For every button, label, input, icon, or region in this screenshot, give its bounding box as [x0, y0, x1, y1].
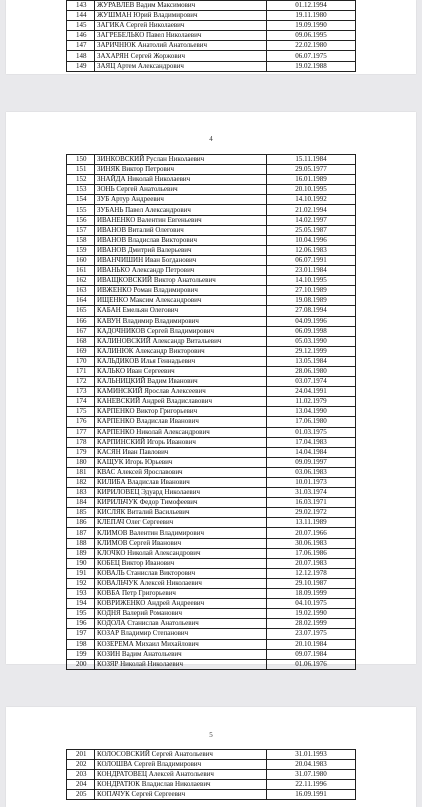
person-name: ЗНАЙДА Николай Николаевич — [95, 175, 267, 185]
table-row — [67, 417, 356, 427]
person-name: ЗАРИЧНЮК Анатолий Анатольевич — [95, 41, 267, 51]
birth-date: 31.07.1980 — [267, 770, 356, 780]
row-number: 188 — [67, 538, 95, 548]
table-row — [67, 296, 356, 306]
row-number: 194 — [67, 599, 95, 609]
person-name: ЖУШМАН Юрий Владимирович — [95, 11, 267, 21]
document-page-3 — [6, 0, 416, 74]
table-row — [67, 649, 356, 659]
table-row — [67, 437, 356, 447]
row-number: 200 — [67, 659, 95, 669]
row-number: 151 — [67, 165, 95, 175]
person-name: КАВУН Владимир Владимирович — [95, 316, 267, 326]
birth-date: 15.11.1984 — [267, 155, 356, 165]
table-row — [67, 255, 356, 265]
row-number: 171 — [67, 366, 95, 376]
birth-date: 01.12.1994 — [267, 1, 356, 11]
birth-date: 29.10.1987 — [267, 578, 356, 588]
row-number: 163 — [67, 286, 95, 296]
table-row — [67, 387, 356, 397]
row-number: 160 — [67, 255, 95, 265]
birth-date: 23.07.1975 — [267, 629, 356, 639]
table-row — [67, 286, 356, 296]
person-name: КОДОЛА Станислав Анатольевич — [95, 619, 267, 629]
row-number: 146 — [67, 31, 95, 41]
row-number: 145 — [67, 21, 95, 31]
row-number: 149 — [67, 61, 95, 71]
birth-date: 20.10.1995 — [267, 185, 356, 195]
birth-date: 04.10.1975 — [267, 599, 356, 609]
table-row — [67, 356, 356, 366]
person-name: ЗУБ Артур Андреевич — [95, 195, 267, 205]
row-number: 181 — [67, 467, 95, 477]
table-row — [67, 215, 356, 225]
person-name: КЛОЧКО Николай Александрович — [95, 548, 267, 558]
person-name: КАМИНСКИЙ Ярослав Алексеевич — [95, 387, 267, 397]
row-number: 150 — [67, 155, 95, 165]
page-number: 5 — [209, 731, 213, 739]
person-name: КАБАН Емельян Олегович — [95, 306, 267, 316]
table-row — [67, 51, 356, 61]
table-row — [67, 41, 356, 51]
table-row — [67, 11, 356, 21]
table-row — [67, 377, 356, 387]
person-name: КВАС Алексей Ярославович — [95, 467, 267, 477]
birth-date: 12.12.1978 — [267, 568, 356, 578]
birth-date: 20.07.1966 — [267, 528, 356, 538]
person-name: КАНЕВСКИЙ Андрей Владиславович — [95, 397, 267, 407]
birth-date: 27.08.1994 — [267, 306, 356, 316]
birth-date: 30.06.1983 — [267, 538, 356, 548]
row-number: 182 — [67, 478, 95, 488]
row-number: 168 — [67, 336, 95, 346]
person-name: ЗАХАРЯН Сергей Жоржович — [95, 51, 267, 61]
person-name: КАЛИНЮК Александр Викторович — [95, 346, 267, 356]
person-name: ЗИНКОВСКИЙ Руслан Николаевич — [95, 155, 267, 165]
person-name: КАРПИНСКИЙ Игорь Иванович — [95, 437, 267, 447]
birth-date: 17.06.1986 — [267, 548, 356, 558]
person-name: КОЗЕРЕМА Михаил Михайлович — [95, 639, 267, 649]
person-name: ИЩЕНКО Максим Александрович — [95, 296, 267, 306]
birth-date: 29.02.1972 — [267, 508, 356, 518]
table-row — [67, 447, 356, 457]
birth-date: 03.06.1983 — [267, 467, 356, 477]
row-number: 205 — [67, 790, 95, 800]
table-row — [67, 558, 356, 568]
row-number: 166 — [67, 316, 95, 326]
row-number: 191 — [67, 568, 95, 578]
row-number: 203 — [67, 770, 95, 780]
roster-table — [66, 154, 356, 670]
birth-date: 05.03.1990 — [267, 336, 356, 346]
birth-date: 17.06.1980 — [267, 417, 356, 427]
birth-date: 01.03.1975 — [267, 427, 356, 437]
table-row — [67, 266, 356, 276]
person-name: КОПАЧУК Сергей Сергеевич — [95, 790, 267, 800]
birth-date: 10.04.1996 — [267, 235, 356, 245]
person-name: ЗИНЯК Виктор Петрович — [95, 165, 267, 175]
person-name: ИВАЩКОВСКИЙ Виктор Анатольевич — [95, 276, 267, 286]
row-number: 204 — [67, 780, 95, 790]
person-name: ЗАЯЦ Артем Александрович — [95, 61, 267, 71]
birth-date: 14.10.1992 — [267, 195, 356, 205]
birth-date: 31.03.1974 — [267, 488, 356, 498]
table-row — [67, 276, 356, 286]
person-name: КАЛЬКО Иван Сергеевич — [95, 366, 267, 376]
row-number: 170 — [67, 356, 95, 366]
person-name: КОЛОСОВСКИЙ Сергей Анатольевич — [95, 750, 267, 760]
person-name: ЖУРАВЛЕВ Вадим Максимович — [95, 1, 267, 11]
row-number: 172 — [67, 377, 95, 387]
birth-date: 24.04.1991 — [267, 387, 356, 397]
birth-date: 12.06.1983 — [267, 245, 356, 255]
person-name: КИРИЛЬЧУК Федор Тимофеевич — [95, 498, 267, 508]
row-number: 155 — [67, 205, 95, 215]
table-row — [67, 195, 356, 205]
birth-date: 13.04.1990 — [267, 407, 356, 417]
table-row — [67, 467, 356, 477]
birth-date: 10.01.1973 — [267, 478, 356, 488]
row-number: 192 — [67, 578, 95, 588]
table-row — [67, 245, 356, 255]
person-name: КОЗИН Вадим Анатольевич — [95, 649, 267, 659]
row-number: 180 — [67, 457, 95, 467]
person-name: ИВАНЧИШИН Иван Богданович — [95, 255, 267, 265]
person-name: КОВАЛЬ Станислав Викторович — [95, 568, 267, 578]
birth-date: 19.09.1990 — [267, 21, 356, 31]
person-name: ИВАНОВ Владислав Викторович — [95, 235, 267, 245]
birth-date: 21.02.1994 — [267, 205, 356, 215]
birth-date: 04.09.1996 — [267, 316, 356, 326]
roster-table — [66, 0, 356, 72]
birth-date: 31.01.1993 — [267, 750, 356, 760]
row-number: 148 — [67, 51, 95, 61]
table-row — [67, 780, 356, 790]
birth-date: 20.04.1983 — [267, 760, 356, 770]
table-row — [67, 629, 356, 639]
person-name: КОНДРАТОВЕЦ Алексей Анатольевич — [95, 770, 267, 780]
table-row — [67, 306, 356, 316]
birth-date: 16.09.1991 — [267, 790, 356, 800]
row-number: 176 — [67, 417, 95, 427]
table-row — [67, 518, 356, 528]
person-name: КИСЛЯК Виталий Васильевич — [95, 508, 267, 518]
row-number: 157 — [67, 225, 95, 235]
row-number: 162 — [67, 276, 95, 286]
birth-date: 14.10.1995 — [267, 276, 356, 286]
person-name: КОНДРАТЮК Владислав Николаевич — [95, 780, 267, 790]
table-row — [67, 619, 356, 629]
person-name: КИРИЛОВЕЦ Эдуард Николаевич — [95, 488, 267, 498]
table-row — [67, 175, 356, 185]
person-name: КОЛОШВА Сергей Владимирович — [95, 760, 267, 770]
table-row — [67, 750, 356, 760]
row-number: 177 — [67, 427, 95, 437]
birth-date: 19.11.1980 — [267, 11, 356, 21]
row-number: 193 — [67, 589, 95, 599]
birth-date: 29.12.1999 — [267, 346, 356, 356]
person-name: КОЗЯР Николай Николаевич — [95, 659, 267, 669]
person-name: ИВАНОВ Дмитрий Валерьевич — [95, 245, 267, 255]
person-name: ИВЖЕНКО Роман Владимирович — [95, 286, 267, 296]
row-number: 154 — [67, 195, 95, 205]
table-row — [67, 316, 356, 326]
birth-date: 14.04.1984 — [267, 447, 356, 457]
birth-date: 09.09.1997 — [267, 457, 356, 467]
row-number: 153 — [67, 185, 95, 195]
document-page-4 — [6, 112, 416, 668]
row-number: 196 — [67, 619, 95, 629]
person-name: ЗУБАНЬ Павел Александрович — [95, 205, 267, 215]
row-number: 169 — [67, 346, 95, 356]
birth-date: 13.11.1989 — [267, 518, 356, 528]
person-name: КОВАЛЬЧУК Алексей Николаевич — [95, 578, 267, 588]
row-number: 184 — [67, 498, 95, 508]
row-number: 174 — [67, 397, 95, 407]
person-name: КАЩУК Игорь Юрьевич — [95, 457, 267, 467]
row-number: 195 — [67, 609, 95, 619]
row-number: 185 — [67, 508, 95, 518]
row-number: 152 — [67, 175, 95, 185]
person-name: КОЗАР Владимир Степанович — [95, 629, 267, 639]
person-name: КАРПЕНКО Виктор Григорьевич — [95, 407, 267, 417]
table-row — [67, 770, 356, 780]
table-row — [67, 326, 356, 336]
row-number: 199 — [67, 649, 95, 659]
row-number: 147 — [67, 41, 95, 51]
person-name: КОДНЯ Валерий Романович — [95, 609, 267, 619]
birth-date: 27.10.1989 — [267, 286, 356, 296]
birth-date: 09.06.1995 — [267, 31, 356, 41]
page-number: 4 — [209, 135, 213, 143]
person-name: КЛЕПАЧ Олег Сергеевич — [95, 518, 267, 528]
birth-date: 14.02.1997 — [267, 215, 356, 225]
row-number: 158 — [67, 235, 95, 245]
row-number: 186 — [67, 518, 95, 528]
table-row — [67, 336, 356, 346]
birth-date: 20.07.1983 — [267, 558, 356, 568]
birth-date: 01.06.1976 — [267, 659, 356, 669]
row-number: 178 — [67, 437, 95, 447]
document-page-5 — [6, 707, 416, 807]
table-row — [67, 639, 356, 649]
birth-date: 19.02.1990 — [267, 609, 356, 619]
table-row — [67, 225, 356, 235]
birth-date: 19.02.1988 — [267, 61, 356, 71]
birth-date: 23.01.1984 — [267, 266, 356, 276]
birth-date: 25.05.1987 — [267, 225, 356, 235]
table-row — [67, 790, 356, 800]
person-name: КОВБА Петр Григорьевич — [95, 589, 267, 599]
table-row — [67, 578, 356, 588]
row-number: 173 — [67, 387, 95, 397]
person-name: КАЛЬДИКОВ Илья Геннадьевич — [95, 356, 267, 366]
roster-table — [66, 749, 356, 800]
table-row — [67, 609, 356, 619]
table-row — [67, 366, 356, 376]
table-row — [67, 235, 356, 245]
row-number: 190 — [67, 558, 95, 568]
person-name: КАДОЧНИКОВ Сергей Владимирович — [95, 326, 267, 336]
row-number: 161 — [67, 266, 95, 276]
table-row — [67, 1, 356, 11]
row-number: 159 — [67, 245, 95, 255]
birth-date: 29.05.1977 — [267, 165, 356, 175]
person-name: КОБЕЦ Виктор Иванович — [95, 558, 267, 568]
table-row — [67, 498, 356, 508]
table-row — [67, 31, 356, 41]
person-name: ИВАНЬКО Александр Петрович — [95, 266, 267, 276]
table-row — [67, 165, 356, 175]
row-number: 201 — [67, 750, 95, 760]
row-number: 156 — [67, 215, 95, 225]
birth-date: 16.01.1989 — [267, 175, 356, 185]
row-number: 183 — [67, 488, 95, 498]
birth-date: 06.09.1998 — [267, 326, 356, 336]
table-row — [67, 478, 356, 488]
row-number: 202 — [67, 760, 95, 770]
birth-date: 19.08.1989 — [267, 296, 356, 306]
table-row — [67, 548, 356, 558]
row-number: 189 — [67, 548, 95, 558]
birth-date: 20.10.1984 — [267, 639, 356, 649]
table-row — [67, 155, 356, 165]
birth-date: 28.02.1999 — [267, 619, 356, 629]
birth-date: 06.07.1991 — [267, 255, 356, 265]
person-name: ЗАГРЕБЕЛЬКО Павел Николаевич — [95, 31, 267, 41]
birth-date: 22.11.1996 — [267, 780, 356, 790]
person-name: КИЛИБА Владислав Иванович — [95, 478, 267, 488]
birth-date: 09.07.1984 — [267, 649, 356, 659]
row-number: 167 — [67, 326, 95, 336]
row-number: 175 — [67, 407, 95, 417]
table-row — [67, 599, 356, 609]
table-row — [67, 508, 356, 518]
row-number: 198 — [67, 639, 95, 649]
table-row — [67, 61, 356, 71]
table-row — [67, 760, 356, 770]
person-name: ЗОНЬ Сергей Анатольевич — [95, 185, 267, 195]
person-name: ИВАНЕНКО Валентин Евгеньевич — [95, 215, 267, 225]
table-row — [67, 407, 356, 417]
birth-date: 28.06.1980 — [267, 366, 356, 376]
table-row — [67, 528, 356, 538]
table-row — [67, 427, 356, 437]
table-row — [67, 397, 356, 407]
table-row — [67, 589, 356, 599]
birth-date: 11.02.1979 — [267, 397, 356, 407]
table-row — [67, 457, 356, 467]
person-name: КАСЯН Иван Павлович — [95, 447, 267, 457]
birth-date: 18.09.1999 — [267, 589, 356, 599]
person-name: ЗАГИКА Сергей Николаевич — [95, 21, 267, 31]
person-name: КАРПЕНКО Николай Александрович — [95, 427, 267, 437]
row-number: 144 — [67, 11, 95, 21]
row-number: 179 — [67, 447, 95, 457]
person-name: ИВАНОВ Виталий Олегович — [95, 225, 267, 235]
table-row — [67, 659, 356, 669]
table-row — [67, 205, 356, 215]
row-number: 165 — [67, 306, 95, 316]
table-row — [67, 538, 356, 548]
table-row — [67, 185, 356, 195]
person-name: КАРПЕНКО Владислав Иванович — [95, 417, 267, 427]
table-row — [67, 488, 356, 498]
person-name: КОВРИЖЕНКО Андрей Андреевич — [95, 599, 267, 609]
person-name: КЛИМОВ Сергей Иванович — [95, 538, 267, 548]
birth-date: 16.03.1971 — [267, 498, 356, 508]
row-number: 187 — [67, 528, 95, 538]
table-row — [67, 568, 356, 578]
birth-date: 13.05.1984 — [267, 356, 356, 366]
birth-date: 06.07.1975 — [267, 51, 356, 61]
row-number: 197 — [67, 629, 95, 639]
birth-date: 22.02.1980 — [267, 41, 356, 51]
person-name: КАЛИНОВСКИЙ Александр Витальевич — [95, 336, 267, 346]
table-row — [67, 346, 356, 356]
table-row — [67, 21, 356, 31]
row-number: 143 — [67, 1, 95, 11]
person-name: КЛИМОВ Валентин Владимирович — [95, 528, 267, 538]
person-name: КАЛЬНИЦКИЙ Вадим Иванович — [95, 377, 267, 387]
birth-date: 17.04.1983 — [267, 437, 356, 447]
row-number: 164 — [67, 296, 95, 306]
birth-date: 03.07.1974 — [267, 377, 356, 387]
